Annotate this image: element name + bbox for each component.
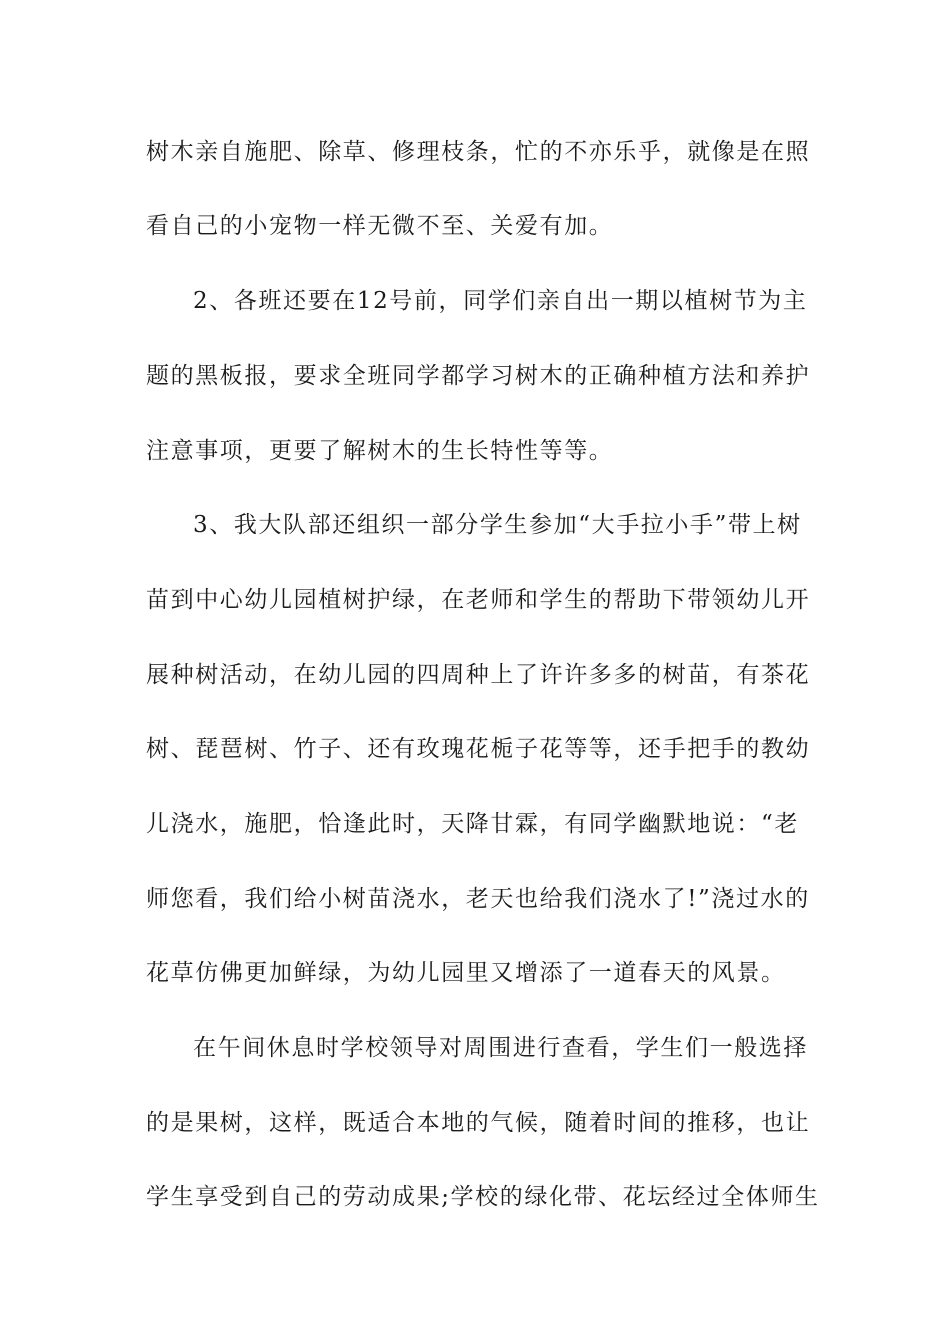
- text-line: 在午间休息时学校领导对周围进行查看，学生们一般选择: [193, 1035, 808, 1061]
- text-line: 儿浇水，施肥，恰逢此时，天降甘霖，有同学幽默地说：“老: [146, 811, 799, 837]
- text-line: 3、我大队部还组织一部分学生参加“大手拉小手”带上树: [193, 512, 802, 538]
- text-line: 的是果树，这样，既适合本地的气候，随着时间的推移，也让: [146, 1110, 811, 1136]
- text-line: 学生享受到自己的劳动成果;学校的绿化带、花坛经过全体师生: [146, 1184, 820, 1210]
- text-line: 树、琵琶树、竹子、还有玫瑰花栀子花等等，还手把手的教幼: [146, 736, 811, 762]
- text-line: 展种树活动，在幼儿园的四周种上了许许多多的树苗，有茶花: [146, 662, 811, 688]
- text-line: 苗到中心幼儿园植树护绿，在老师和学生的帮助下带领幼儿开: [146, 587, 811, 613]
- text-line: 花草仿佛更加鲜绿，为幼儿园里又增添了一道春天的风景。: [146, 960, 786, 986]
- text-line: 题的黑板报，要求全班同学都学习树木的正确种植方法和养护: [146, 363, 811, 389]
- text-line: 看自己的小宠物一样无微不至、关爱有加。: [146, 213, 614, 239]
- text-line: 树木亲自施肥、除草、修理枝条，忙的不亦乐乎，就像是在照: [146, 139, 811, 165]
- text-line: 2、各班还要在12号前，同学们亲自出一期以植树节为主: [193, 288, 808, 314]
- text-line: 注意事项，更要了解树木的生长特性等等。: [146, 438, 614, 464]
- text-line: 师您看，我们给小树苗浇水，老天也给我们浇水了!”浇过水的: [146, 886, 810, 912]
